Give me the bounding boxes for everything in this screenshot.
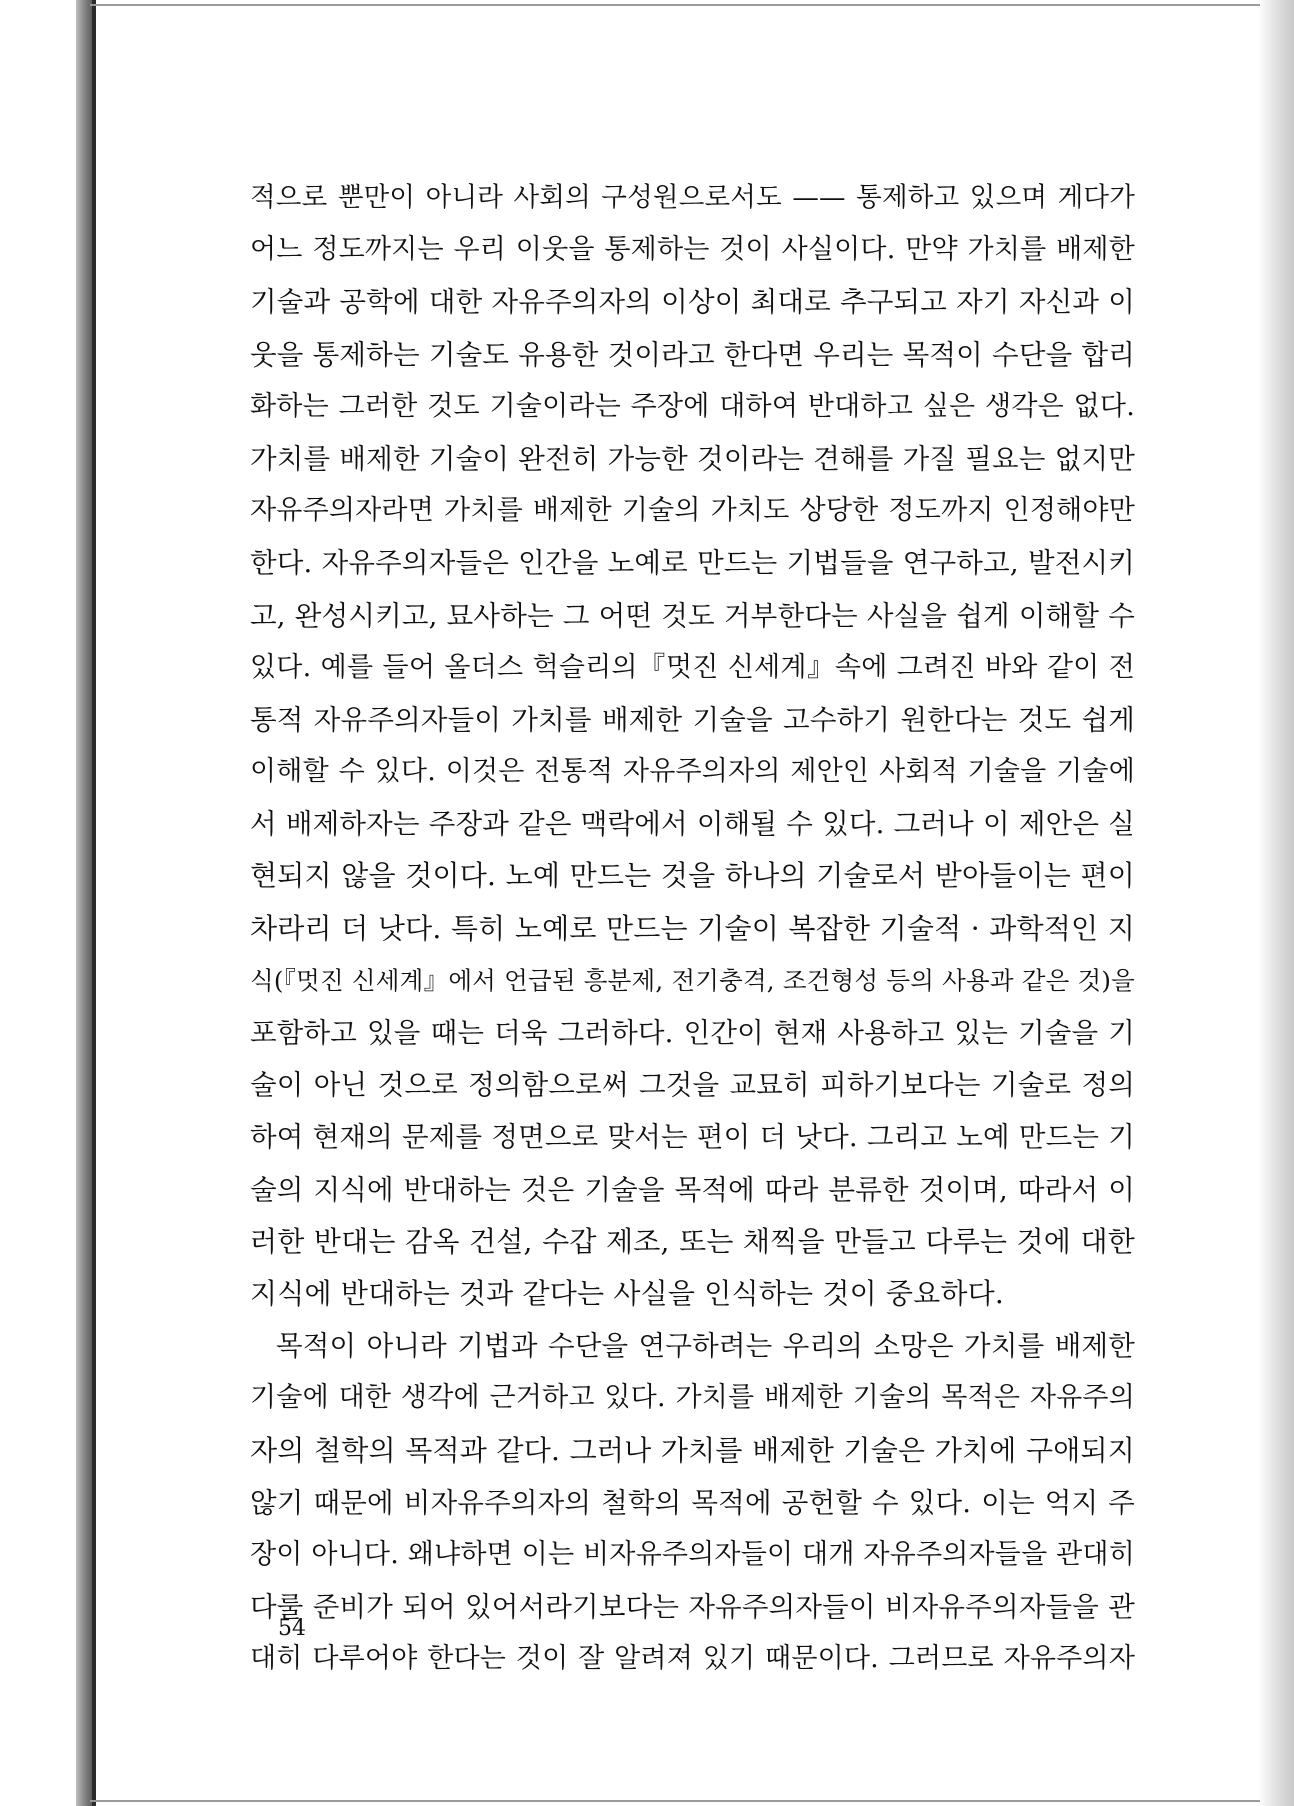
text-line: 통적 자유주의자들이 가치를 배제한 기술을 고수하기 원한다는 것도 쉽게 [250, 703, 1135, 736]
text-line: 장이 아니다. 왜냐하면 이는 비자유주의자들이 대개 자유주의자들을 관대히 [250, 1538, 1136, 1570]
text-line: 술의 지식에 반대하는 것은 기술을 목적에 따라 분류한 것이며, 따라서 이 [250, 1173, 1135, 1206]
text-line: 러한 반대는 감옥 건설, 수갑 제조, 또는 채찍을 만들고 다루는 것에 대한 [250, 1224, 1135, 1258]
text-line: 적으로 뿐만이 아니라 사회의 구성원으로서도 —— 통제하고 있으며 게다가 [250, 182, 1135, 213]
text-line: 식(『멋진 신세계』에서 언급된 흥분제, 전기충격, 조건형성 등의 사용과 같은 것)을 [250, 965, 1135, 995]
text-line: 웃을 통제하는 기술도 유용한 것이라고 한다면 우리는 목적이 수단을 합리 [250, 338, 1135, 371]
page-right-shadow [1258, 0, 1294, 1806]
text-line: 다룰 준비가 되어 있어서라기보다는 자유주의자들이 비자유주의자들을 관 [250, 1591, 1135, 1624]
text-line: 술이 아닌 것으로 정의함으로써 그것을 교묘히 피하기보다는 기술로 정의 [250, 1069, 1135, 1102]
text-line: 어느 정도까지는 우리 이웃을 통제하는 것이 사실이다. 만약 가치를 배제한 [250, 234, 1135, 266]
text-line: 기술에 대한 생각에 근거하고 있다. 가치를 배제한 기술의 목적은 자유주의 [250, 1382, 1135, 1414]
paragraph-first-line: 목적이 아니라 기법과 수단을 연구하려는 우리의 소망은 가치를 배제한 [276, 1330, 1135, 1363]
text-line: 포함하고 있을 때는 더욱 그러하다. 인간이 현재 사용하고 있는 기술을 기 [250, 1017, 1135, 1049]
text-line: 서 배제하자는 주장과 같은 맥락에서 이해될 수 있다. 그러나 이 제안은 실 [250, 808, 1135, 841]
text-line: 가치를 배제한 기술이 완전히 가능한 것이라는 견해를 가질 필요는 없지만 [250, 442, 1135, 475]
text-line: 하여 현재의 문제를 정면으로 맞서는 편이 더 낫다. 그리고 노예 만드는 기 [250, 1121, 1135, 1154]
text-line: 차라리 더 낫다. 특히 노예로 만드는 기술이 복잡한 기술적 · 과학적인 지 [250, 911, 1135, 945]
page-number: 54 [278, 1616, 306, 1641]
body-text [250, 172, 1135, 1685]
text-line: 대히 다루어야 한다는 것이 잘 알려져 있기 때문이다. 그러므로 자유주의자 [250, 1643, 1135, 1675]
text-line: 고, 완성시키고, 묘사하는 그 어떤 것도 거부한다는 사실을 쉽게 이해할 수 [250, 599, 1135, 632]
text-line: 기술과 공학에 대한 자유주의자의 이상이 최대로 추구되고 자기 자신과 이 [250, 286, 1135, 319]
text-line: 지식에 반대하는 것과 같다는 사실을 인식하는 것이 중요하다. [250, 1276, 1005, 1310]
page-bottom-edge [90, 1800, 1260, 1802]
text-line: 자의 철학의 목적과 같다. 그러나 가치를 배제한 기술은 가치에 구애되지 [250, 1433, 1135, 1467]
text-line: 자유주의자라면 가치를 배제한 기술의 가치도 상당한 정도까지 인정해야만 [250, 495, 1135, 527]
text-line: 현되지 않을 것이다. 노예 만드는 것을 하나의 기술로서 받아들이는 편이 [250, 859, 1135, 893]
text-line: 이해할 수 있다. 이것은 전통적 자유주의자의 제안인 사회적 기술을 기술에 [250, 756, 1135, 788]
page-binding-shadow [76, 0, 92, 1806]
page-edge [92, 0, 96, 1806]
text-line: 한다. 자유주의자들은 인간을 노예로 만드는 기법들을 연구하고, 발전시키 [250, 547, 1135, 580]
text-line: 있다. 예를 들어 올더스 헉슬리의『멋진 신세계』속에 그려진 바와 같이 전 [250, 651, 1135, 683]
page-top-edge [90, 4, 1260, 6]
text-line: 않기 때문에 비자유주의자의 철학의 목적에 공헌할 수 있다. 이는 억지 주 [250, 1486, 1135, 1519]
text-line: 화하는 그러한 것도 기술이라는 주장에 대하여 반대하고 싶은 생각은 없다. [250, 390, 1135, 422]
